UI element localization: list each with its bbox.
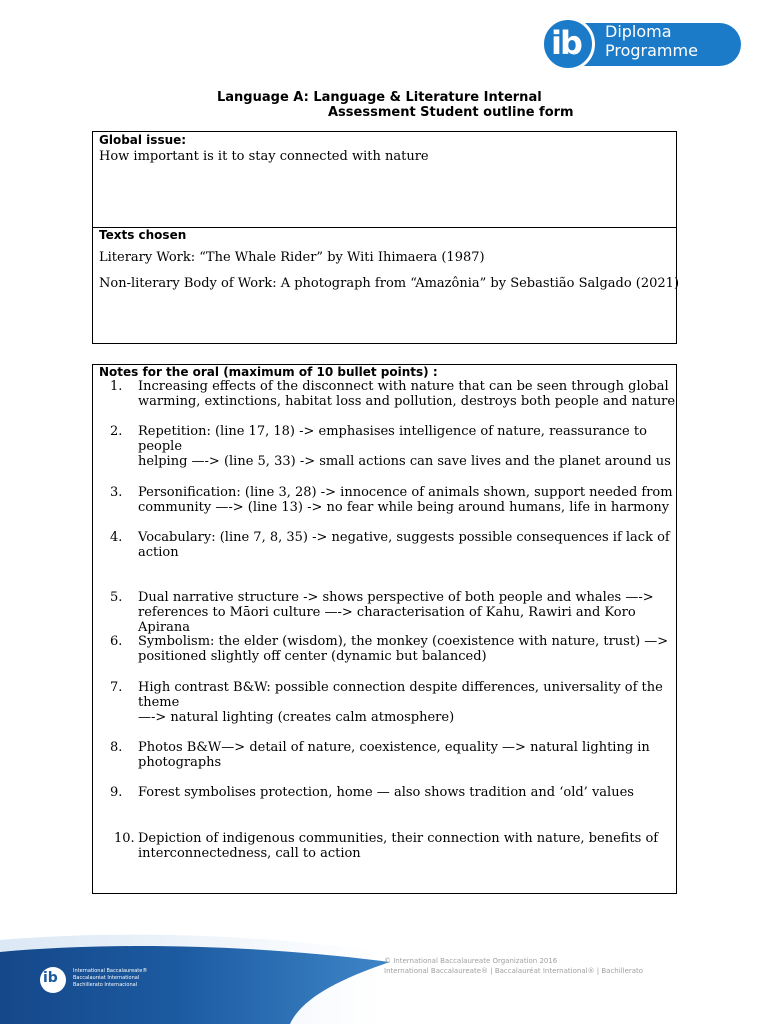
list-item-number: 7. — [110, 680, 123, 695]
logo-line-1: Diploma — [605, 22, 672, 41]
list-item-number: 6. — [110, 634, 123, 649]
list-item: Personification: (line 3, 28) -> innocence of animals shown, support needed from community —-> (line 13) -> no fear while being around humans, life in harmony — [138, 485, 673, 515]
ib-footer-logo-icon: ib — [40, 967, 66, 993]
list-item: Forest symbolises protection, home — also shows tradition and ‘old’ values — [138, 785, 634, 800]
list-item: High contrast B&W: possible connection despite differences, universality of the theme —-> natural lighting (creates calm atmosphere) — [138, 680, 663, 725]
logo-line-2: Programme — [605, 41, 698, 60]
texts-chosen-label: Texts chosen — [99, 228, 187, 242]
list-item-number: 2. — [110, 424, 123, 439]
ib-logo-icon — [541, 17, 595, 71]
list-item: Depiction of indigenous communities, their connection with nature, benefits of interconnectedness, call to action — [138, 831, 659, 861]
list-item: Repetition: (line 17, 18) -> emphasises intelligence of nature, reassurance to people helping —-> (line 5, 33) -> small actions can save lives and the planet around us — [138, 424, 671, 469]
literary-work-text: Literary Work: “The Whale Rider” by Witi Ihimaera (1987) — [99, 250, 485, 265]
list-item-number: 3. — [110, 485, 123, 500]
list-item: Dual narrative structure -> shows perspective of both people and whales —-> references to Māori culture —-> characterisation of Kahu, Rawiri and Koro Apirana — [138, 590, 654, 635]
copyright-text: © International Baccalaureate Organization 2016 International Baccalaureate® | Baccalauréat International® | Bachillerato — [384, 957, 644, 975]
diploma-programme-logo — [541, 17, 741, 71]
ib-footer-text: International Baccalaureate® Baccalauréat International Bachillerato Internacional — [73, 968, 148, 988]
list-item-number: 1. — [110, 379, 123, 394]
non-literary-work-text: Non-literary Body of Work: A photograph from “Amazônia” by Sebastião Salgado (2021) — [99, 276, 680, 291]
list-item-number: 10. — [114, 831, 135, 846]
list-item-number: 4. — [110, 530, 123, 545]
list-item: Increasing effects of the disconnect with nature that can be seen through global warming, extinctions, habitat loss and pollution, destroys both people and nature — [138, 379, 676, 409]
logo-text — [605, 22, 698, 60]
list-item: Photos B&W—> detail of nature, coexistence, equality —> natural lighting in photographs — [138, 740, 650, 770]
list-item: Vocabulary: (line 7, 8, 35) -> negative, suggests possible consequences if lack of action — [138, 530, 670, 560]
list-item-number: 9. — [110, 785, 123, 800]
global-issue-label: Global issue: — [99, 133, 187, 147]
page-title-line-2: Assessment Student outline form — [328, 105, 574, 120]
notes-label: Notes for the oral (maximum of 10 bullet points) : — [99, 365, 438, 379]
list-item: Symbolism: the elder (wisdom), the monkey (coexistence with nature, trust) —> positioned slightly off center (dynamic but balanced) — [138, 634, 669, 664]
global-issue-text: How important is it to stay connected with nature — [99, 149, 429, 164]
ib-logo-mark: ib — [551, 24, 581, 62]
page-title-line-1: Language A: Language & Literature Internal — [217, 90, 542, 105]
list-item-number: 5. — [110, 590, 123, 605]
list-item-number: 8. — [110, 740, 123, 755]
